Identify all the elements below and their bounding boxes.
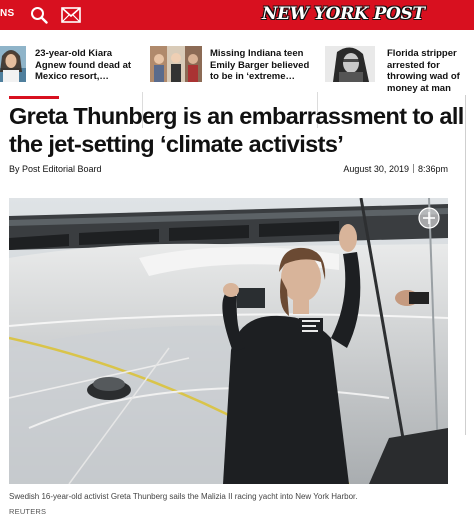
site-header [0,0,474,30]
trending-headline[interactable]: 23-year-old Kiara Agnew found dead at Mexico resort,… [35,48,132,82]
mail-icon[interactable] [61,7,81,23]
article-headline: Greta Thunberg is an embarrassment to all the jet-setting ‘climate activists’ [9,103,464,157]
expand-image-icon[interactable] [418,207,440,229]
search-icon[interactable] [30,6,48,24]
trending-thumbnail[interactable] [150,46,202,82]
trending-headline[interactable]: Florida stripper arrested for throwing wad of money at man [387,48,460,94]
article-hero-image[interactable] [9,198,448,484]
site-logo[interactable]: NEW YORK POST [262,4,425,24]
trending-stories [0,44,474,94]
trending-headline[interactable]: Missing Indiana teen Emily Barger believed to be in ‘extreme… [210,48,310,82]
article-dateline [343,164,448,174]
section-accent-rule [9,96,59,99]
nav-section-label[interactable]: NS [0,8,15,19]
image-caption: Swedish 16-year-old activist Greta Thunberg sails the Malizia II racing yacht into New York Harbor. [9,492,358,501]
trending-thumbnail[interactable] [325,46,375,82]
image-credit: REUTERS [9,507,47,516]
article-date: August 30, 2019 [343,164,409,174]
column-divider [465,95,466,435]
trending-thumbnail[interactable] [0,46,26,82]
article-time: 8:36pm [417,164,448,174]
divider [413,164,414,173]
article-byline[interactable]: By Post Editorial Board [9,164,102,174]
